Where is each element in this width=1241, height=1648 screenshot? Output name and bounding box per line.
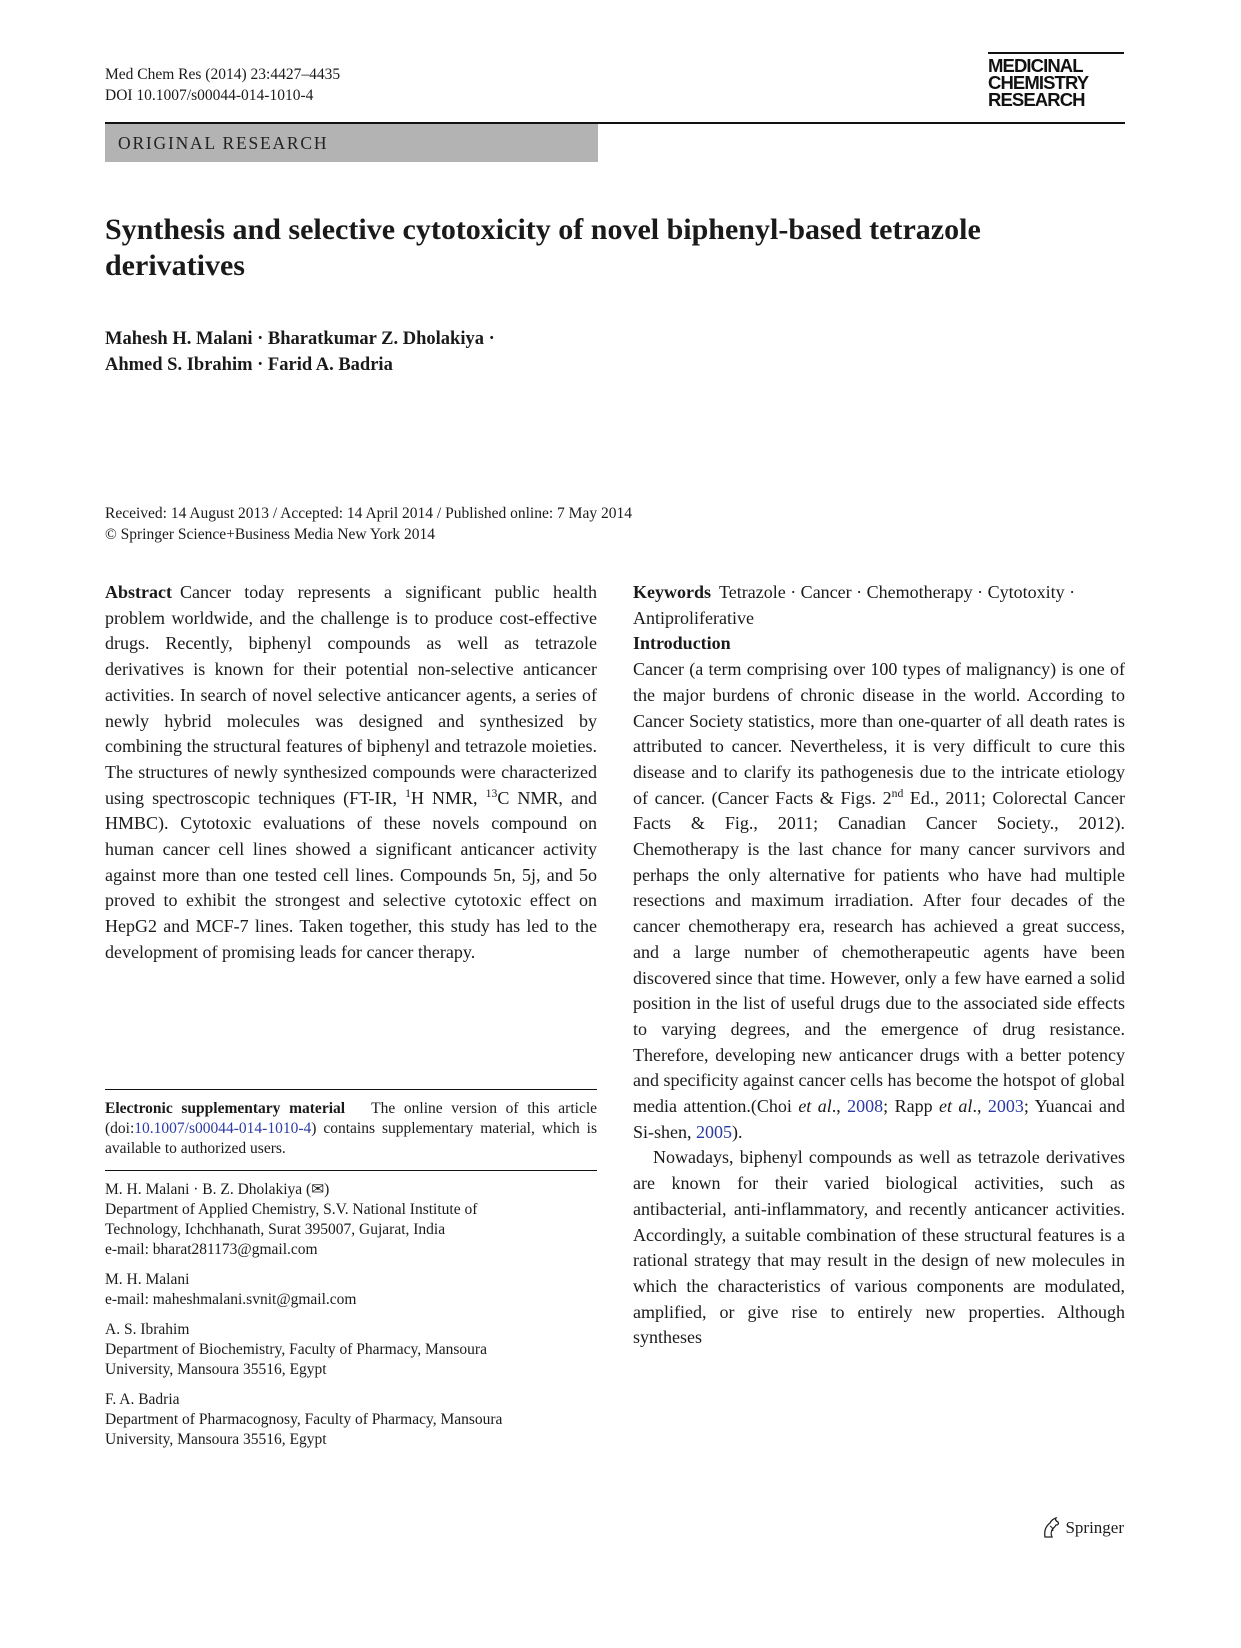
- reference-link[interactable]: 2003: [987, 1096, 1024, 1117]
- abstract-label: Abstract: [105, 582, 172, 602]
- journal-citation: [105, 64, 340, 106]
- section-label: ORIGINAL RESEARCH: [105, 124, 598, 162]
- affiliation-name: M. H. Malani: [105, 1271, 190, 1288]
- citation-line: Med Chem Res (2014) 23:4427–4435: [105, 66, 341, 83]
- affiliation-name: F. A. Badria: [105, 1391, 180, 1408]
- supplementary-label: Electronic supplementary material: [105, 1100, 346, 1117]
- keywords-label: Keywords: [633, 582, 711, 602]
- introduction-heading: Introduction: [633, 633, 731, 654]
- affiliation-block: M. H. Malani · B. Z. Dholakiya (✉) Department of Applied Chemistry, S.V. National Institute of Technology, Ichchhanath, Surat 395007, Gujarat, India e-mail: bharat281173@gmail.com: [105, 1180, 597, 1260]
- authors-line-2: Ahmed S. Ibrahim · Farid A. Badria: [105, 355, 393, 375]
- logo-line-3: RESEARCH: [988, 89, 1085, 110]
- authors-line-1: Mahesh H. Malani · Bharatkumar Z. Dholakiya ·: [105, 329, 495, 349]
- publication-dates: [105, 503, 905, 545]
- article-notes: [105, 1089, 597, 1460]
- reference-link[interactable]: 2008: [847, 1096, 884, 1117]
- history-line: Received: 14 August 2013 / Accepted: 14 April 2014 / Published online: 7 May 2014: [105, 505, 632, 522]
- publisher-footer: [1041, 1517, 1124, 1539]
- article-title: Synthesis and selective cytotoxicity of novel biphenyl-based tetrazole derivatives: [105, 213, 981, 282]
- logo-line-2: CHEMISTRY: [988, 72, 1089, 93]
- supplementary-doi-link[interactable]: 10.1007/s00044-014-1010-4: [134, 1120, 312, 1137]
- notes-rule-bottom: [105, 1170, 597, 1171]
- affiliation-block: A. S. Ibrahim Department of Biochemistry, Faculty of Pharmacy, Mansoura University, Mansoura 35516, Egypt: [105, 1320, 597, 1380]
- doi-line: DOI 10.1007/s00044-014-1010-4: [105, 87, 314, 104]
- email-text: e-mail: bharat281173@gmail.com: [105, 1241, 318, 1258]
- publisher-name: Springer: [1065, 1518, 1124, 1537]
- keywords-paragraph: [633, 580, 1125, 631]
- journal-logo: [988, 52, 1124, 108]
- right-column: [633, 580, 1125, 1351]
- logo-line-1: MEDICINAL: [988, 55, 1083, 76]
- reference-link[interactable]: 2005: [696, 1121, 732, 1142]
- intro-paragraph-1: Cancer (a term comprising over 100 types of malignancy) is one of the major burdens of chronic disease in the world. According to Cancer Society statistics, more than one-quarter of all death rates is attributed to cancer. Nevertheless, it is very difficult to cure this disease and to clarify its pathogenesis due to the intricate etiology of cancer. (Cancer Facts & Figs. 2nd Ed., 2011; Colorectal Cancer Facts & Fig., 2011; Canadian Cancer Society., 2012). Chemotherapy is the last chance for many cancer survivors and perhaps the only alternative for patients who have had multiple resections and maximum irradiation. After four decades of the cancer chemotherapy era, research has achieved a great success, and a large number of chemotherapeutic agents have been discovered since that time. However, only a few have earned a solid position in the list of useful drugs due to the associated side effects to varying degrees, and the emergence of drug resistance. Therefore, developing new anticancer drugs with a better potency and specificity against cancer cells has become the hotspot of global media attention.(Choi et al., 2008; Rapp et al., 2003; Yuancai and Si-shen, 2005).: [633, 659, 1126, 1142]
- affiliation-name: A. S. Ibrahim: [105, 1321, 190, 1338]
- affiliation-name: M. H. Malani · B. Z. Dholakiya (✉): [105, 1181, 330, 1198]
- abstract-paragraph: Abstract Cancer today represents a significant public health problem worldwide, and the challenge is to produce cost-effective drugs. Recently, biphenyl compounds as well as tetrazole derivatives is known for their potential non-selective anticancer activities. In search of novel selective anticancer agents, a series of newly hybrid molecules was designed and synthesized by combining the structural features of biphenyl and tetrazole moieties. The structures of newly synthesized compounds were characterized using spectroscopic techniques (FT-IR, $^1$H NMR, $^{13}$C NMR, and HMBC). Cytotoxic evaluations of these novels compound on human cancer cell lines showed a significant anticancer activity against more than one tested cell lines. Compounds 5n, 5j, and 5o proved to exhibit the strongest and selective cytotoxic effect on HepG2 and MCF-7 lines. Taken together, this study has led to the development of promising leads for cancer therapy.: [105, 582, 597, 962]
- intro-paragraph-2: Nowadays, biphenyl compounds as well as tetrazole derivatives are known for their varied biological activities, such as antibacterial, anti-inflammatory, and recently anticancer activities. Accordingly, a suitable combination of these structural features is a rational strategy that may result in the design of new molecules in which the characteristics of various components are modulated, amplified, or give rise to entirely new properties. Although syntheses: [633, 1147, 1125, 1348]
- affiliation-block: F. A. Badria Department of Pharmacognosy, Faculty of Pharmacy, Mansoura University, Mansoura 35516, Egypt: [105, 1390, 597, 1450]
- springer-horse-icon: [1041, 1517, 1061, 1539]
- affiliation-block: [105, 1270, 597, 1310]
- copyright-line: © Springer Science+Business Media New York 2014: [105, 526, 436, 543]
- abstract-section: [105, 580, 597, 966]
- keywords-text: Tetrazole · Cancer · Chemotherapy · Cytotoxity · Antiproliferative: [633, 582, 1076, 628]
- author-list: [105, 326, 905, 378]
- supplementary-note: Electronic supplementary material The online version of this article (doi:10.1007/s00044-014-1010-4) contains supplementary material, which is available to authorized users.: [105, 1100, 598, 1157]
- email-text: e-mail: maheshmalani.svnit@gmail.com: [105, 1291, 357, 1308]
